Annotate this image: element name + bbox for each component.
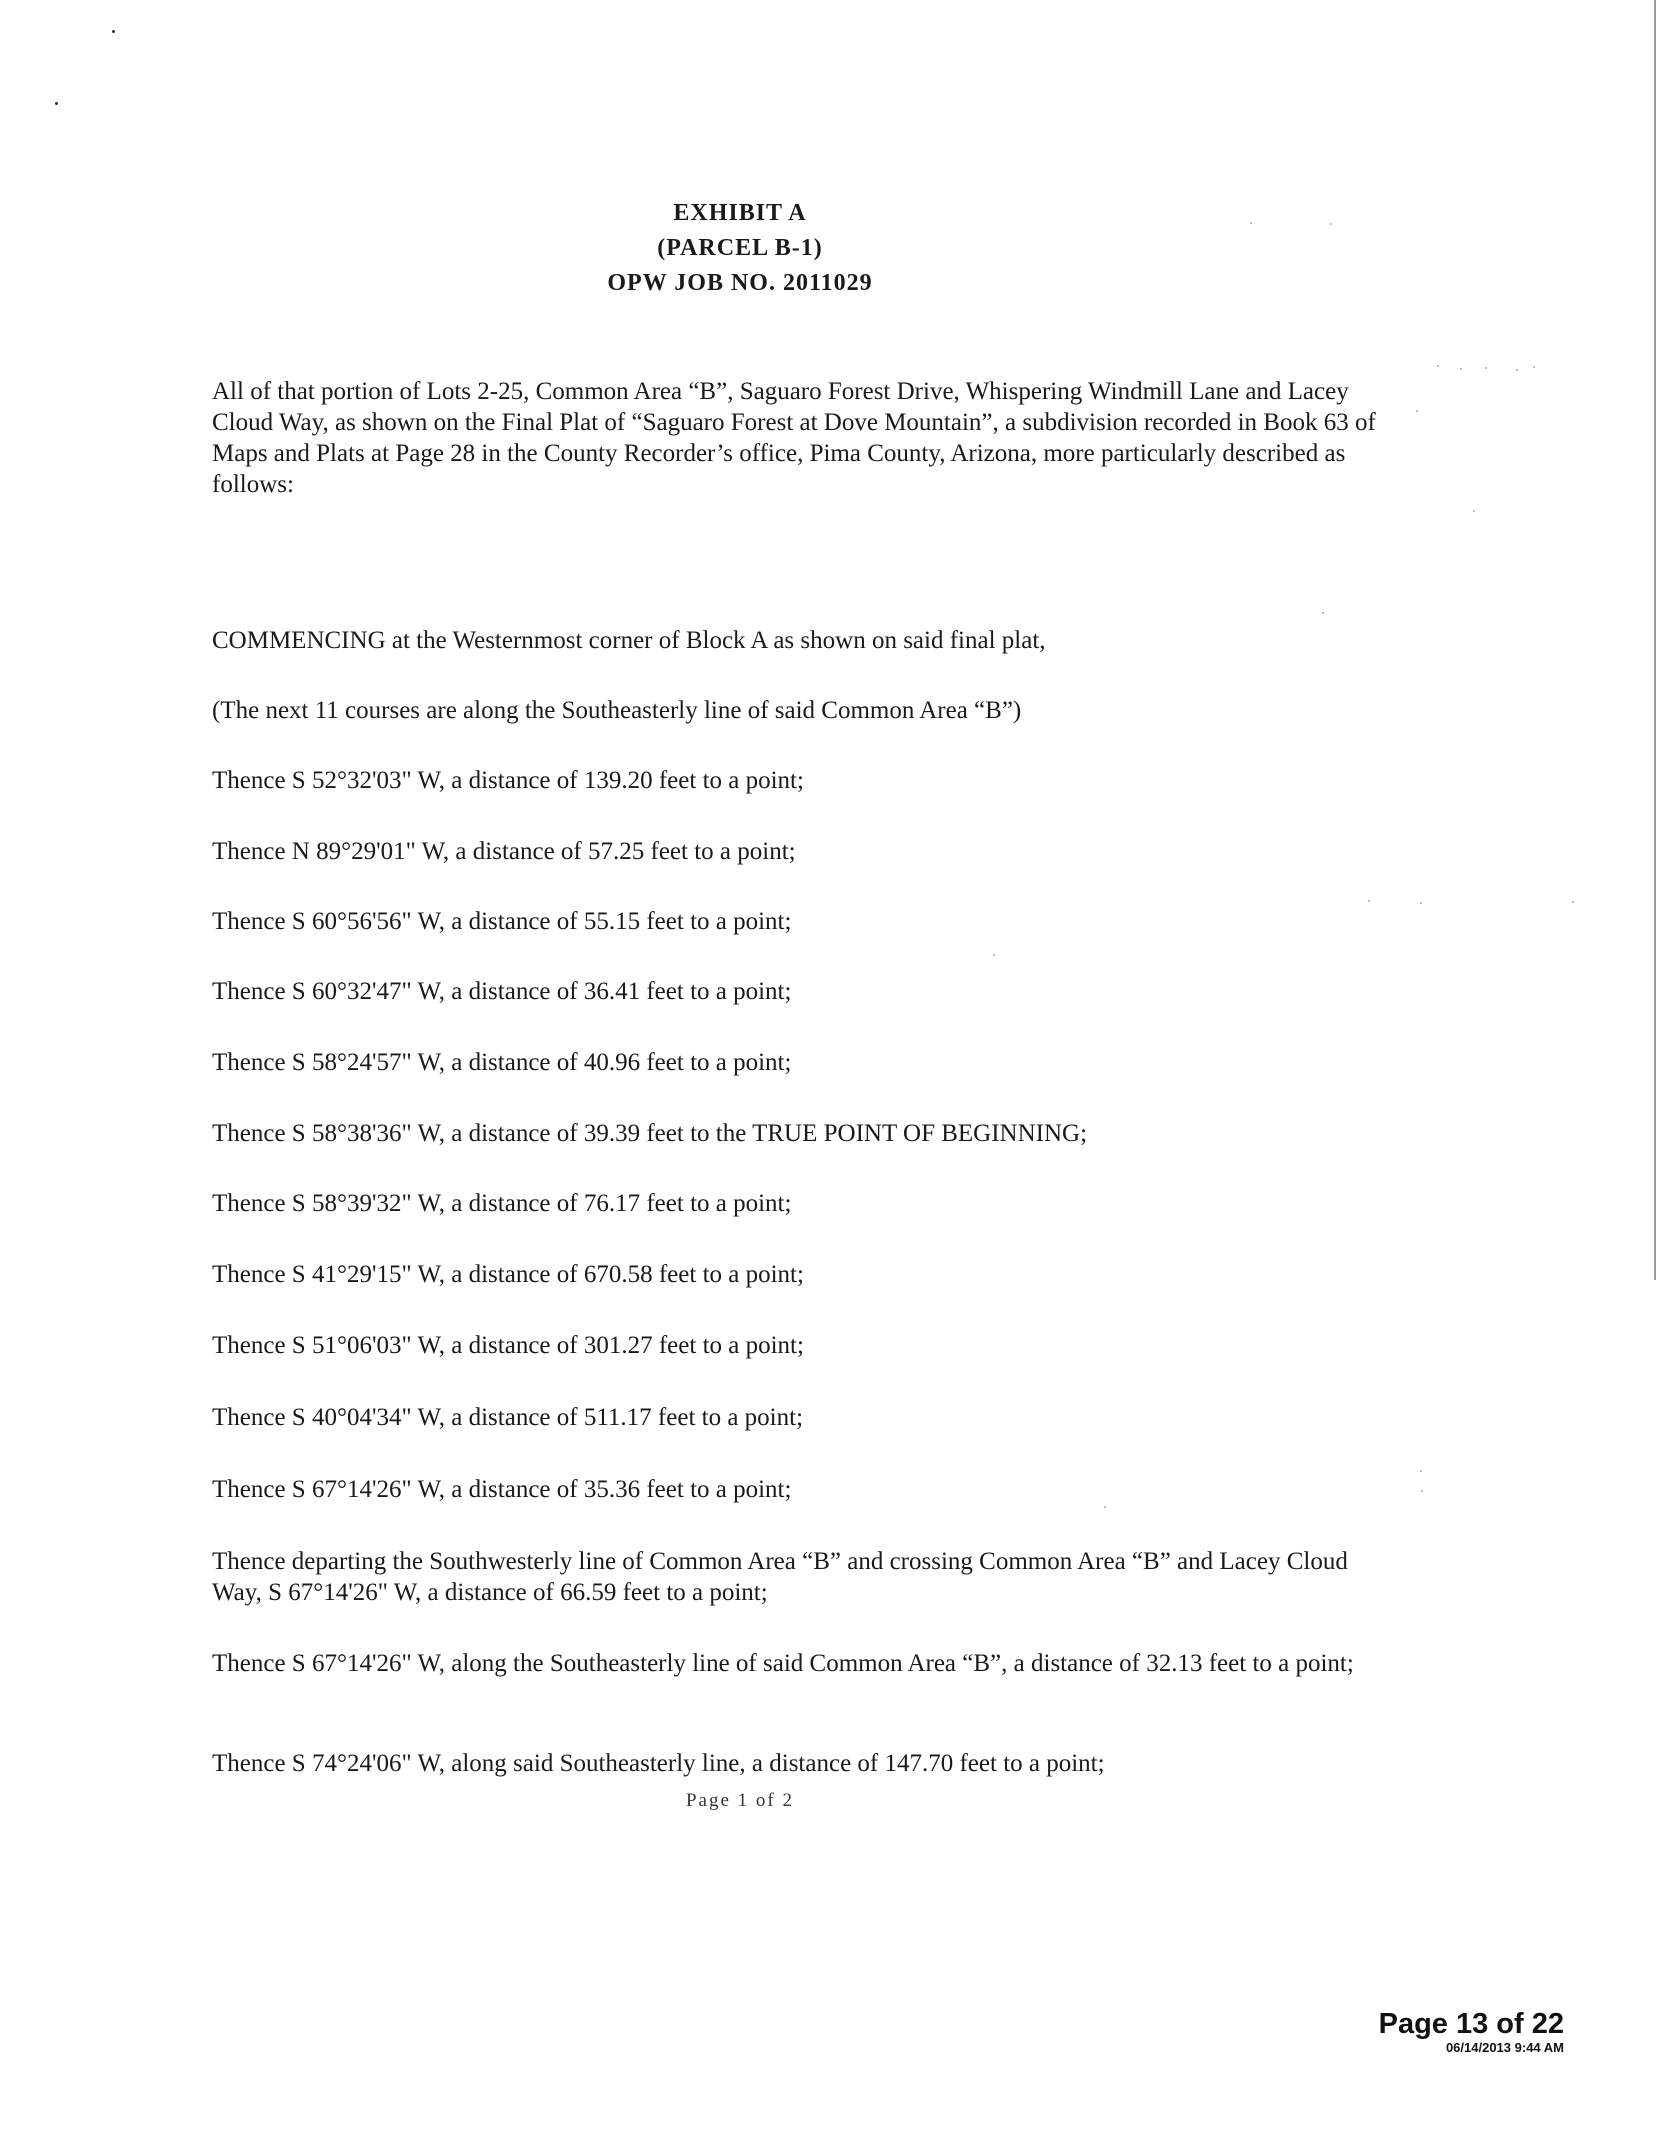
departing-paragraph: Thence departing the Southwesterly line of Common Area “B” and crossing Common Area “B” and Lacey Cloud Way, S 67°14'26" W, a distance of 66.59 feet to a point; (212, 1548, 1348, 1606)
page-footer: Page 1 of 2 (685, 1790, 794, 1811)
scan-speck (1485, 367, 1487, 369)
course-line: Thence S 58°38'36" W, a distance of 39.39 feet to the TRUE POINT OF BEGINNING; (212, 1120, 1088, 1147)
scan-speck (1473, 510, 1475, 512)
stamp-timestamp: 06/14/2013 9:44 AM (1445, 2040, 1564, 2055)
scan-speck (1420, 902, 1422, 904)
scan-speck (1516, 369, 1518, 371)
stamp-page-count: Page 13 of 22 (1378, 2008, 1564, 2040)
scan-speck (1104, 1506, 1106, 1508)
scan-speck (1460, 368, 1462, 370)
scan-speck (1572, 901, 1574, 903)
recorder-stamp (1379, 2008, 1564, 2056)
course-line: Thence S 40°04'34" W, a distance of 511.17 feet to a point; (212, 1404, 804, 1431)
course-line: Thence S 58°39'32" W, a distance of 76.17 feet to a point; (212, 1190, 792, 1217)
scan-speck (1416, 410, 1418, 412)
course-line: Thence S 52°32'03" W, a distance of 139.20 feet to a point; (212, 767, 804, 794)
scan-edge-line (1654, 0, 1656, 1280)
course-line: Thence S 58°24'57" W, a distance of 40.96 feet to a point; (212, 1049, 792, 1076)
scan-speck (993, 954, 995, 956)
scan-speck (1421, 1490, 1423, 1492)
intro-paragraph: All of that portion of Lots 2-25, Common Area “B”, Saguaro Forest Drive, Whispering Windmill Lane and Lacey Cloud Way, as shown on the Final Plat of “Saguaro Forest at Dove Mountain”, a subdivision recorded in Book 63 of Maps and Plats at Page 28 in the County Recorder’s office, Pima County, Arizona, more particularly described as follows: (212, 378, 1376, 498)
course-line: Thence S 60°56'56" W, a distance of 55.15 feet to a point; (212, 908, 792, 935)
course-line: Thence S 60°32'47" W, a distance of 36.41 feet to a point; (212, 978, 792, 1005)
scan-speck (1368, 900, 1370, 902)
commencing-paragraph: COMMENCING at the Westernmost corner of Block A as shown on said final plat, (212, 627, 1046, 654)
exhibit-title: EXHIBIT A (673, 200, 807, 226)
scan-speck (1420, 1470, 1422, 1472)
scan-speck (1437, 365, 1439, 367)
scan-speck (55, 102, 58, 105)
course-line: Thence S 41°29'15" W, a distance of 670.58 feet to a point; (212, 1261, 804, 1288)
along-southeasterly-paragraph: Thence S 67°14'26" W, along the Southeasterly line of said Common Area “B”, a distance of 32.13 feet to a point; (212, 1650, 1354, 1677)
along-said-line-paragraph: Thence S 74°24'06" W, along said Southeasterly line, a distance of 147.70 feet to a point; (212, 1750, 1105, 1777)
course-line: Thence N 89°29'01" W, a distance of 57.25 feet to a point; (212, 838, 796, 865)
scan-speck (1322, 612, 1324, 614)
next-courses-note: (The next 11 courses are along the Southeasterly line of said Common Area “B”) (212, 697, 1022, 724)
scan-speck (1533, 366, 1535, 368)
exhibit-header (0, 196, 1480, 301)
course-line: Thence S 67°14'26" W, a distance of 35.36 feet to a point; (212, 1476, 792, 1503)
job-number: OPW JOB NO. 2011029 (607, 270, 873, 296)
parcel-label: (PARCEL B-1) (657, 235, 823, 261)
scan-speck (112, 30, 115, 33)
course-line: Thence S 51°06'03" W, a distance of 301.27 feet to a point; (212, 1332, 804, 1359)
